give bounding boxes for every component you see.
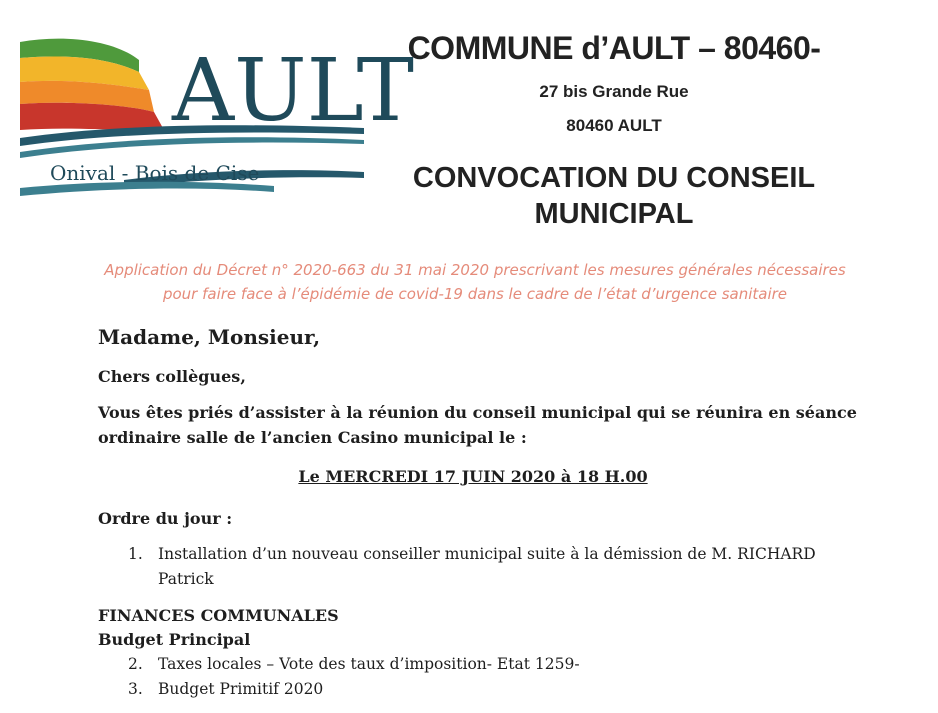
- agenda-item-text: Installation d’un nouveau conseiller municipal suite à la démission de M. RICHARD: [158, 545, 816, 563]
- greeting-colleagues: Chers collègues,: [98, 367, 246, 386]
- agenda-item-text: Taxes locales – Vote des taux d’imposition- Etat 1259-: [158, 655, 580, 673]
- salutation: Madame, Monsieur,: [98, 325, 321, 349]
- invitation-line2: ordinaire salle de l’ancien Casino municipal le :: [98, 428, 527, 447]
- convocation-title-line2: MUNICIPAL: [534, 198, 694, 230]
- address-street: 27 bis Grande Rue: [539, 82, 689, 101]
- agenda-list-first: [98, 542, 888, 592]
- agenda-item: [98, 542, 888, 592]
- decree-notice: [60, 258, 890, 306]
- commune-title: COMMUNE d’AULT – 80460-: [407, 30, 821, 66]
- invitation-line1: Vous êtes priés d’assister à la réunion du conseil municipal qui se réunira en séance: [98, 403, 857, 422]
- decree-line1: Application du Décret n° 2020-663 du 31 mai 2020 prescrivant les mesures générales nécessaires: [104, 261, 846, 279]
- agenda-item: [98, 677, 888, 702]
- invitation-text: [98, 400, 888, 450]
- agenda-item-text-continued: Patrick: [158, 570, 214, 588]
- agenda-item-text: Budget Primitif 2020: [158, 680, 324, 698]
- letter-body: [98, 322, 888, 702]
- ault-logo: [14, 30, 415, 210]
- subsection-heading-budget: Budget Principal: [98, 630, 251, 649]
- agenda-item-number: 1.: [128, 545, 143, 563]
- commune-header: [380, 28, 848, 136]
- convocation-title: [380, 160, 848, 232]
- convocation-title-line1: CONVOCATION DU CONSEIL: [412, 162, 816, 194]
- agenda-heading: Ordre du jour :: [98, 509, 233, 528]
- agenda-item-number: 2.: [128, 655, 143, 673]
- logo-tagline: Onival - Bois de Cise: [50, 161, 260, 185]
- section-heading-finances: FINANCES COMMUNALES: [98, 606, 339, 625]
- meeting-date: Le MERCREDI 17 JUIN 2020 à 18 H.00: [298, 467, 648, 486]
- logo-wordmark: AULT: [172, 41, 415, 141]
- agenda-item-number: 3.: [128, 680, 143, 698]
- ault-logo-graphic: [14, 30, 415, 210]
- agenda-list-second: [98, 652, 888, 702]
- decree-line2: pour faire face à l’épidémie de covid-19 dans le cadre de l’état d’urgence sanitaire: [162, 285, 788, 303]
- agenda-item: [98, 652, 888, 677]
- address-city: 80460 AULT: [566, 116, 662, 135]
